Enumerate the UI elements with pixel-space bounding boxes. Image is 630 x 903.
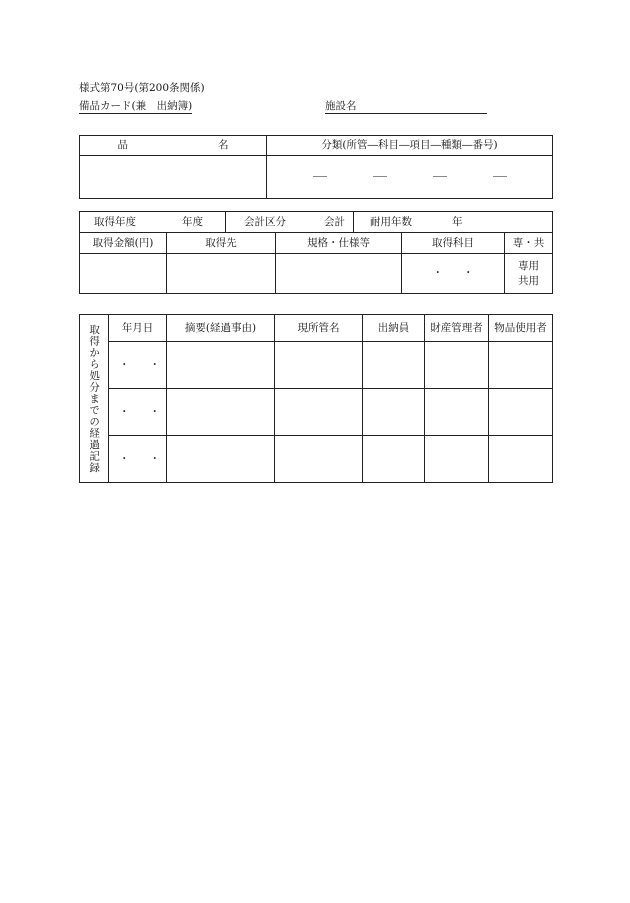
property-manager-cell[interactable]	[425, 389, 489, 436]
current-dept-header: 現所管名	[275, 315, 363, 342]
form-number: 様式第70号(第200条関係)	[79, 82, 205, 94]
cashier-cell[interactable]	[363, 436, 425, 483]
acquisition-subject-header: 取得科目	[402, 233, 505, 254]
item-user-cell[interactable]	[489, 342, 553, 389]
dash	[493, 176, 507, 177]
dash	[373, 176, 387, 177]
table-row	[80, 389, 553, 436]
acquisition-amount-header: 取得金額(円)	[80, 233, 167, 254]
history-side-label: 取得から処分までの経過記録	[88, 323, 101, 474]
current-dept-cell[interactable]	[275, 436, 363, 483]
date-cell[interactable]: ・ ・	[109, 389, 167, 436]
current-dept-cell[interactable]	[275, 342, 363, 389]
history-table	[79, 314, 553, 483]
acquisition-year-cell[interactable]: 取得年度 年度	[80, 212, 226, 233]
date-cell[interactable]: ・ ・	[109, 436, 167, 483]
cashier-header: 出納員	[363, 315, 425, 342]
acquisition-amount-cell[interactable]	[80, 254, 167, 294]
property-manager-cell[interactable]	[425, 342, 489, 389]
useful-life-cell[interactable]: 耐用年数 年	[354, 212, 553, 233]
cashier-cell[interactable]	[363, 342, 425, 389]
item-name-header: 品 名	[80, 136, 267, 156]
date-cell[interactable]: ・ ・	[109, 342, 167, 389]
item-name-cell[interactable]	[80, 156, 267, 199]
exclusive-shared-header: 専・共	[505, 233, 553, 254]
specification-cell[interactable]	[276, 254, 402, 294]
supplier-cell[interactable]	[167, 254, 276, 294]
cashier-cell[interactable]	[363, 389, 425, 436]
acquisition-table	[79, 211, 553, 294]
history-side-label-cell	[80, 315, 109, 483]
property-manager-header: 財産管理者	[425, 315, 489, 342]
summary-cell[interactable]	[167, 342, 275, 389]
exclusive-shared-cell[interactable]	[505, 254, 553, 294]
table-row	[80, 342, 553, 389]
summary-header: 摘要(経過事由)	[167, 315, 275, 342]
date-header: 年月日	[109, 315, 167, 342]
summary-cell[interactable]	[167, 436, 275, 483]
facility-name-label: 施設名	[325, 100, 357, 112]
item-user-cell[interactable]	[489, 389, 553, 436]
summary-cell[interactable]	[167, 389, 275, 436]
table-row	[80, 436, 553, 483]
property-manager-cell[interactable]	[425, 436, 489, 483]
specification-header: 規格・仕様等	[276, 233, 402, 254]
item-user-cell[interactable]	[489, 436, 553, 483]
item-name-table	[79, 135, 553, 199]
shared-option[interactable]: 共用	[518, 274, 539, 287]
facility-name-field[interactable]	[325, 101, 487, 114]
account-class-cell[interactable]: 会計区分 会計	[226, 212, 354, 233]
item-user-header: 物品使用者	[489, 315, 553, 342]
form-title: 備品カード(兼 出納簿)	[79, 100, 193, 112]
dash	[313, 176, 327, 177]
dash	[433, 176, 447, 177]
supplier-header: 取得先	[167, 233, 276, 254]
exclusive-option[interactable]: 専用	[518, 260, 539, 273]
current-dept-cell[interactable]	[275, 389, 363, 436]
acquisition-subject-cell[interactable]: ・ ・	[402, 254, 505, 294]
classification-cell[interactable]	[267, 156, 553, 199]
classification-header: 分類(所管―科目―項目―種類―番号)	[267, 136, 553, 156]
